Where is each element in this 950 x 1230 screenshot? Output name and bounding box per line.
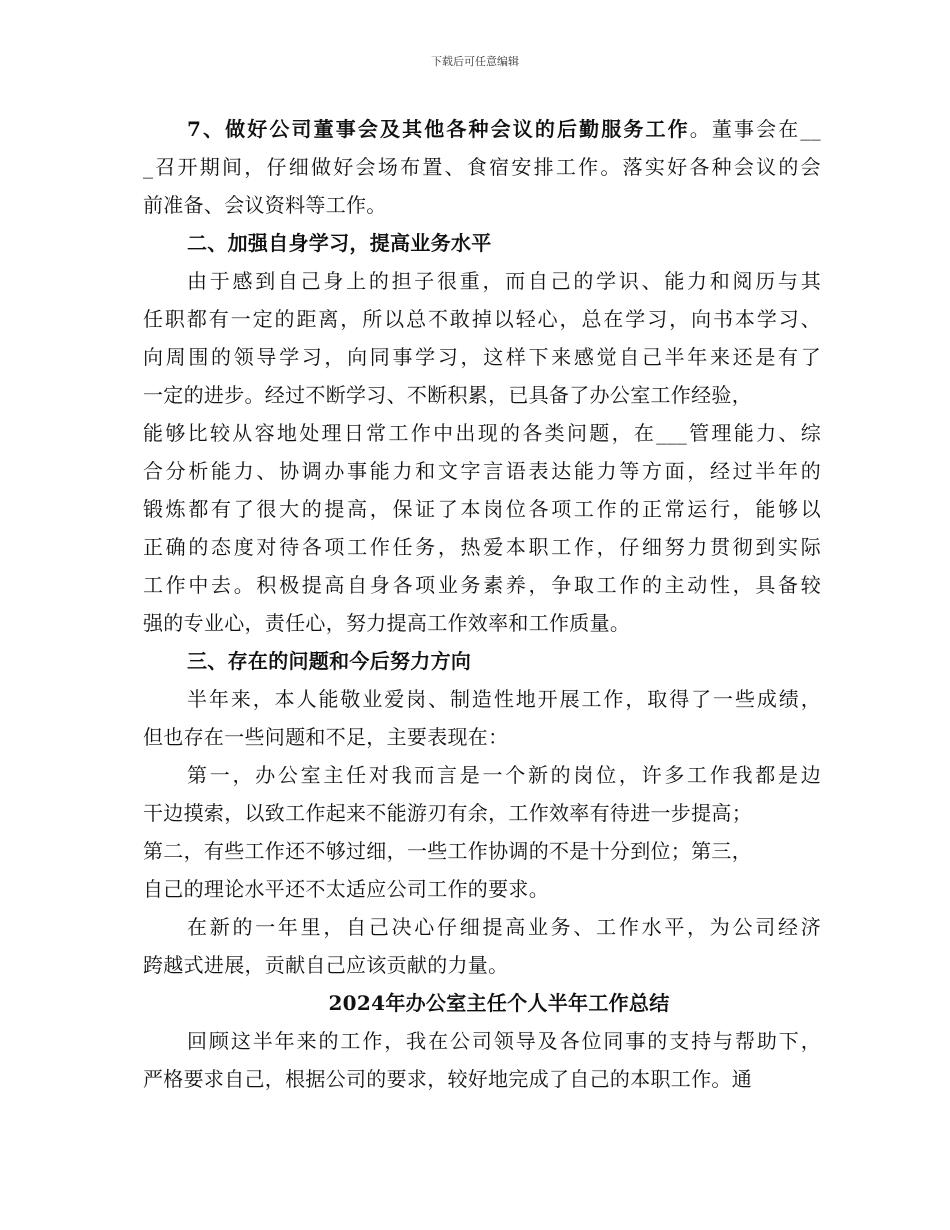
paragraph-line: 正确的态度对待各项工作任务，热爱本职工作，仔细努力贯彻到实际 <box>143 535 821 559</box>
paragraph-line: 在新的一年里，自己决心仔细提高业务、工作水平，为公司经济 <box>187 915 821 939</box>
paragraph-line <box>143 110 821 148</box>
paragraph-line: 由于感到自己身上的担子很重，而自己的学识、能力和阅历与其 <box>187 269 821 293</box>
section-heading-2: 二、加强自身学习，提高业务水平 <box>187 231 492 255</box>
paragraph-line: 第二，有些工作还不够过细，一些工作协调的不是十分到位；第三， <box>143 839 752 863</box>
paragraph-line: 强的专业心，责任心，努力提高工作效率和工作质量。 <box>143 611 631 635</box>
section-heading-3: 三、存在的问题和今后努力方向 <box>187 649 472 673</box>
paragraph-line: 第一，办公室主任对我而言是一个新的岗位，许多工作我都是边 <box>187 763 821 787</box>
paragraph-line: 一定的进步。经过不断学习、不断积累，已具备了办公室工作经验， <box>143 383 752 407</box>
paragraph-line: 任职都有一定的距离，所以总不敢掉以轻心，总在学习，向书本学习、 <box>143 307 821 331</box>
paragraph-line: 半年来，本人能敬业爱岗、制造性地开展工作，取得了一些成绩， <box>187 687 821 711</box>
paragraph-line: 向周围的领导学习，向同事学习，这样下来感觉自己半年来还是有了 <box>143 345 821 369</box>
paragraph-line: 但也存在一些问题和不足，主要表现在： <box>143 725 509 749</box>
paragraph-line: 工作中去。积极提高自身各项业务素养，争取工作的主动性，具备较 <box>143 573 821 597</box>
document-title: 2024年办公室主任个人半年工作总结 <box>328 991 670 1015</box>
document-body <box>143 110 821 1098</box>
paragraph-line: 自己的理论水平还不太适应公司工作的要求。 <box>143 877 549 901</box>
page-header: 下载后可任意编辑 <box>431 55 519 68</box>
paragraph-line: 干边摸索，以致工作起来不能游刃有余，工作效率有待进一步提高； <box>143 801 752 825</box>
paragraph-text: 。董事会在__ <box>689 117 821 141</box>
bold-heading-text: 7、做好公司董事会及其他各种会议的后勤服务工作 <box>187 117 690 141</box>
paragraph-line: 锻炼都有了很大的提高，保证了本岗位各项工作的正常运行，能够以 <box>143 497 821 521</box>
paragraph-line: 能够比较从容地处理日常工作中出现的各类问题，在___管理能力、综 <box>143 421 821 445</box>
paragraph-line: 前准备、会议资料等工作。 <box>143 193 387 217</box>
paragraph-line: 跨越式进展，贡献自己应该贡献的力量。 <box>143 953 509 977</box>
paragraph-line: _召开期间，仔细做好会场布置、食宿安排工作。落实好各种会议的会 <box>143 155 821 179</box>
paragraph-line: 回顾这半年来的工作，我在公司领导及各位同事的支持与帮助下， <box>187 1029 821 1053</box>
paragraph-line: 合分析能力、协调办事能力和文字言语表达能力等方面，经过半年的 <box>143 459 821 483</box>
paragraph-line: 严格要求自己，根据公司的要求，较好地完成了自己的本职工作。通 <box>143 1067 752 1091</box>
